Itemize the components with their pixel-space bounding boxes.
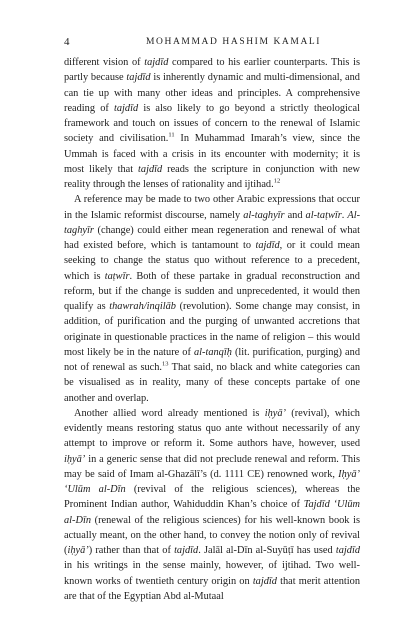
italic-term: tajdīd: [138, 163, 163, 175]
text-run: In Muhammad Imarah’s view, since the Ummah is faced with a crisis in its encounter with modernity; it is most likely that: [64, 133, 361, 175]
footnote-marker: 11: [168, 131, 175, 139]
italic-term: tajdīd: [174, 545, 199, 556]
text-run: and: [284, 209, 306, 221]
text-run: .: [341, 209, 348, 221]
italic-term: tajdīd: [335, 545, 360, 556]
text-run: (lit. purification, purging) and not of renewal as such.: [64, 346, 360, 373]
paragraph: [64, 55, 360, 192]
page-number: 4: [64, 36, 70, 48]
text-run: . Jalāl al-Dīn al-Suyūṭī has used: [198, 545, 336, 556]
text-run: different vision of: [64, 57, 145, 68]
text-run: (change) could either mean regeneration and renewal of what had existed before, which is tantamount to: [64, 224, 360, 251]
text-run: , or it could mean seeking to change the status quo without reference to a precedent, which is: [64, 240, 360, 282]
body-text: [64, 55, 360, 604]
text-run: (renewal of the religious sciences) for his well-known book is actually meant, on the other hand, to convey the notion only of revival (: [64, 514, 360, 556]
italic-term: tajdīd: [114, 102, 139, 114]
italic-term: iḥyā’: [64, 453, 86, 465]
footnote-marker: 13: [162, 360, 169, 368]
italic-term: al-taghyīr: [243, 209, 285, 221]
text-run: that merit attention are that of the Egyptian Abd al-Mutaal: [64, 575, 360, 602]
italic-term: iḥyā’: [67, 545, 89, 556]
italic-term: tajdīd: [144, 57, 169, 68]
italic-term: Al-taghyīr: [64, 209, 361, 236]
italic-term: al-tanqīḥ: [193, 346, 232, 358]
italic-term: iḥyā’: [264, 407, 286, 419]
paragraph: [64, 192, 360, 406]
text-run: in his writings in the sense mainly, however, of ijtihad. Two well-known works of twentieth century origin on: [64, 560, 360, 587]
text-run: reads the scripture in conjunction with new reality through the lenses of rationality and ijtihad.: [64, 163, 360, 190]
italic-term: Iḥyā’ ‘Ulūm al-Dīn: [64, 468, 360, 495]
text-run: is inherently dynamic and multi-dimensional, and can tie up with many other ideas and principles. A comprehensive reading of: [64, 72, 360, 114]
italic-term: tajdīd: [252, 575, 277, 587]
italic-term: al-taṭwīr: [305, 209, 342, 221]
paragraph: [64, 406, 360, 604]
footnote-marker: 12: [273, 177, 281, 185]
text-run: Another allied word already mentioned is: [74, 407, 265, 419]
text-run: in a generic sense that did not preclude renewal and reform. This may be said of Imam al-Ghazālī’s (d. 1111 CE) renowned work,: [64, 453, 360, 480]
italic-term: Tajdīd ‘Ulūm al-Dīn: [64, 499, 360, 526]
text-run: (revival of the religious sciences), whereas the Prominent Indian author, Wahiduddin Khan’s choice of: [64, 484, 360, 511]
text-run: is also likely to go beyond a strictly theological framework and touch on issues of concern to the renewal of Islamic society and civilisation.: [64, 102, 360, 145]
text-run: . Both of these partake in gradual reconstruction and reform, but if the change is sudden and unprecedented, it would then qualify as: [64, 270, 360, 312]
text-run: A reference may be made to two other Arabic expressions that occur in the Islamic reformist discourse, namely: [64, 194, 360, 221]
italic-term: taṭwīr: [104, 270, 130, 282]
text-run: That said, no black and white categories can be visualised as in reality, many of these concepts partake of one another and overlap.: [64, 362, 360, 404]
italic-term: thawrah/inqilāb: [109, 301, 176, 312]
text-run: (revolution). Some change may consist, in addition, of purification and the purging of unwanted accretions that originate in questionable practices in the name of religion – this would most likely be in the nature of: [64, 301, 360, 358]
author-running-head: MOHAMMAD HASHIM KAMALI: [146, 37, 322, 47]
italic-term: tajdīd: [126, 72, 151, 84]
text-run: (revival), which evidently means restoring status quo ante without necessarily of any attempt to improve or reform it. Some authors have, however, used: [64, 407, 360, 450]
italic-term: tajdīd: [255, 240, 280, 251]
text-run: compared to his earlier counterparts. This is partly because: [64, 57, 360, 84]
running-head: [64, 36, 356, 50]
text-run: ) rather than that of: [88, 545, 175, 556]
